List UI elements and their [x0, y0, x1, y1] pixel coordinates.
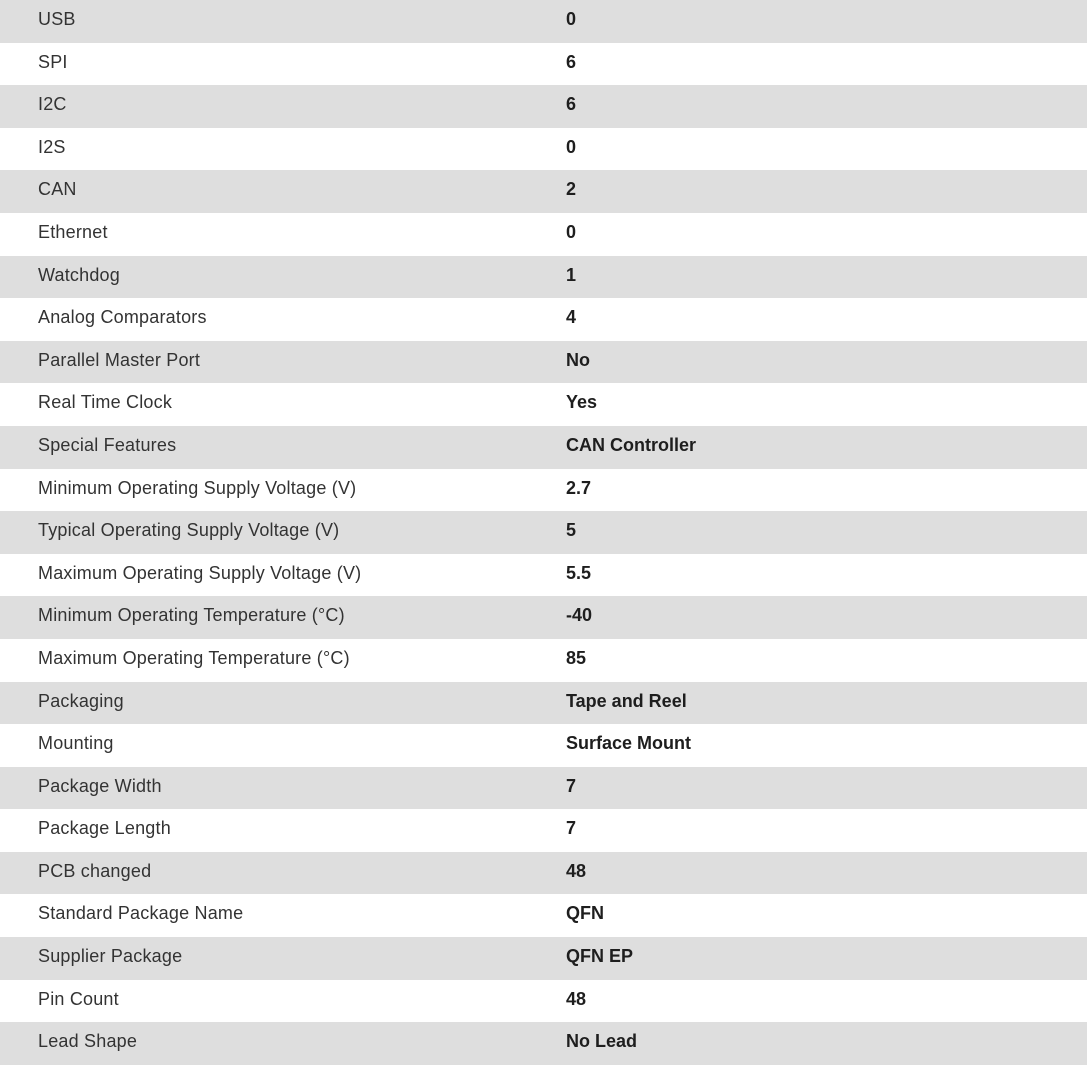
spec-label: Typical Operating Supply Voltage (V): [38, 520, 340, 541]
spec-row-lead-shape: [0, 1022, 1087, 1065]
spec-value: 2.7: [566, 477, 592, 498]
spec-label: SPI: [38, 51, 68, 72]
spec-row-parallel-master-port: [0, 341, 1087, 384]
spec-value: 7: [566, 775, 577, 796]
spec-row-usb: [0, 0, 1087, 43]
spec-label: Pin Count: [38, 988, 119, 1009]
spec-row-typical-supply-voltage: [0, 511, 1087, 554]
spec-label: Ethernet: [38, 221, 108, 242]
spec-label: Lead Shape: [38, 1031, 138, 1052]
spec-label: Maximum Operating Temperature (°C): [38, 647, 350, 668]
spec-label: Packaging: [38, 690, 124, 711]
spec-row-package-length: [0, 809, 1087, 852]
spec-value: 4: [566, 307, 577, 328]
spec-row-max-temperature: [0, 639, 1087, 682]
spec-value: -40: [566, 605, 593, 626]
spec-label: Parallel Master Port: [38, 349, 201, 370]
spec-value: 85: [566, 647, 587, 668]
spec-label: I2S: [38, 136, 66, 157]
spec-row-analog-comparators: [0, 298, 1087, 341]
spec-row-min-temperature: [0, 596, 1087, 639]
spec-value: 1: [566, 264, 577, 285]
spec-row-package-width: [0, 767, 1087, 810]
spec-row-spi: [0, 43, 1087, 86]
spec-value: Yes: [566, 392, 598, 413]
spec-value: QFN: [566, 903, 604, 924]
spec-value: 6: [566, 94, 577, 115]
spec-value: 0: [566, 136, 577, 157]
spec-row-watchdog: [0, 256, 1087, 299]
spec-value: No: [566, 349, 590, 370]
spec-label: Supplier Package: [38, 946, 183, 967]
spec-label: PCB changed: [38, 860, 152, 881]
spec-label: Special Features: [38, 434, 177, 455]
spec-value: QFN EP: [566, 946, 634, 967]
spec-row-mounting: [0, 724, 1087, 767]
spec-row-min-supply-voltage: [0, 469, 1087, 512]
spec-label: CAN: [38, 179, 77, 200]
spec-value: No Lead: [566, 1031, 638, 1052]
spec-label: Real Time Clock: [38, 392, 173, 413]
spec-row-supplier-package: [0, 937, 1087, 980]
spec-row-packaging: [0, 682, 1087, 725]
spec-row-special-features: [0, 426, 1087, 469]
spec-value: 5.5: [566, 562, 592, 583]
spec-label: Minimum Operating Supply Voltage (V): [38, 477, 357, 498]
spec-value: 48: [566, 988, 587, 1009]
spec-value: 0: [566, 9, 577, 29]
spec-value: Tape and Reel: [566, 690, 687, 711]
spec-row-i2s: [0, 128, 1087, 171]
spec-value: 5: [566, 520, 577, 541]
spec-label: USB: [38, 9, 76, 29]
spec-row-standard-package-name: [0, 894, 1087, 937]
spec-label: Minimum Operating Temperature (°C): [38, 605, 345, 626]
spec-row-ethernet: [0, 213, 1087, 256]
spec-label: Package Length: [38, 818, 171, 839]
spec-label: Watchdog: [38, 264, 120, 285]
spec-value: 6: [566, 51, 577, 72]
spec-label: Standard Package Name: [38, 903, 244, 924]
spec-value: 48: [566, 860, 587, 881]
spec-label: I2C: [38, 94, 67, 115]
spec-label: Package Width: [38, 775, 162, 796]
spec-value: 0: [566, 221, 577, 242]
spec-row-can: [0, 170, 1087, 213]
spec-value: 2: [566, 179, 577, 200]
spec-row-real-time-clock: [0, 383, 1087, 426]
spec-row-i2c: [0, 85, 1087, 128]
spec-label: Maximum Operating Supply Voltage (V): [38, 562, 362, 583]
spec-row-max-supply-voltage: [0, 554, 1087, 597]
spec-value: 7: [566, 818, 577, 839]
spec-label: Mounting: [38, 733, 114, 754]
spec-row-pcb-changed: [0, 852, 1087, 895]
spec-row-pin-count: [0, 980, 1087, 1023]
spec-value: CAN Controller: [566, 434, 696, 455]
spec-value: Surface Mount: [566, 733, 692, 754]
spec-label: Analog Comparators: [38, 307, 207, 328]
